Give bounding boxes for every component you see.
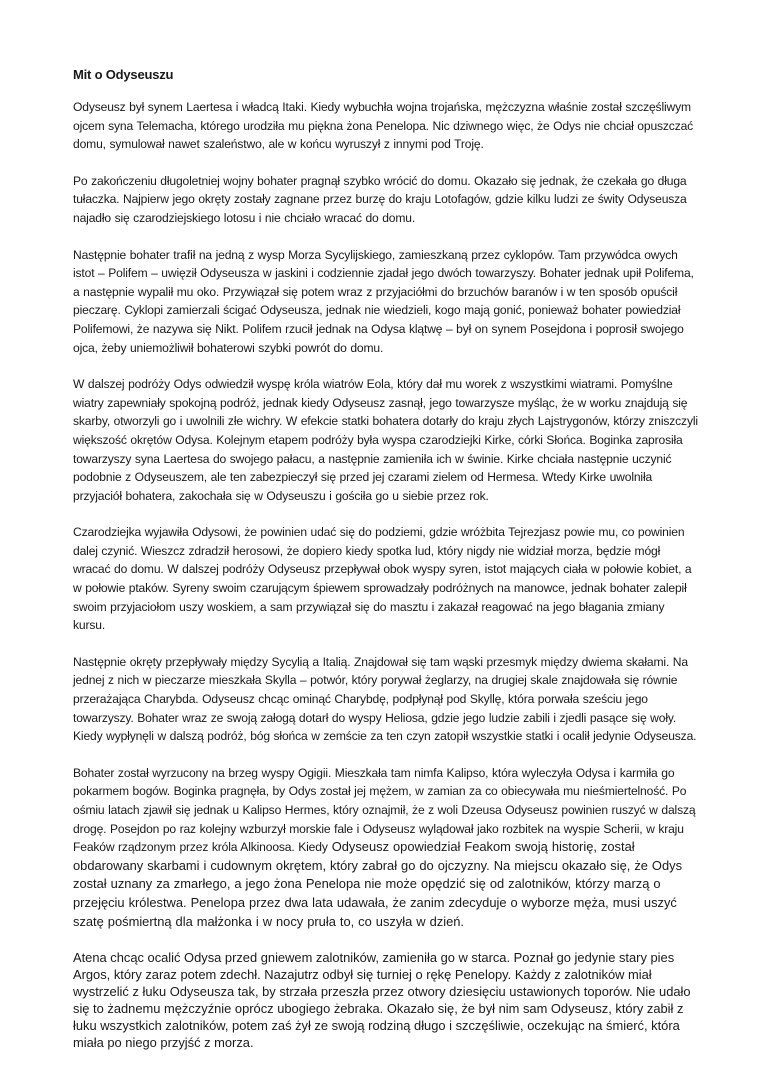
paragraph-4: W dalszej podróży Odys odwiedził wyspę króla wiatrów Eola, który dał mu worek z wszystkimi wiatrami. Pomyślne wiatry zapewniały spokojną podróż, jednak kiedy Odyseusz zasnął, jego towarzysze myśląc, że w worku znajdują się skarby, otworzyli go i uwolnili złe wichry. W efekcie statki bohatera dotarły do kraju złych Lajstrygonów, którzy zniszczyli większość okrętów Odysa. Kolejnym etapem podróży była wyspa czarodziejki Kirke, córki Słońca. Boginka zaprosiła towarzyszy syna Laertesa do swojego pałacu, a następnie zamieniła ich w świnie. Kirke chciała następnie uczynić podobnie z Odyseuszem, ale ten zabezpieczył się przed jej czarami zielem od Hermesa. Wtedy Kirke uwolniła przyjaciół bohatera, zakochała się w Odyseuszu i gościła go u siebie przez rok. xyxy=(73,377,698,503)
paragraph-3: Następnie bohater trafił na jedną z wysp Morza Sycylijskiego, zamieszkaną przez cyklopów. Tam przywódca owych istot – Polifem – uwięził Odyseusza w jaskini i codziennie zjadał jego dwóch towarzyszy. Bohater jednak upił Polifema, a następnie wypalił mu oko. Przywiązał się potem wraz z przyjaciółmi do brzuchów baranów i w ten sposób opuścił pieczarę. Cyklopi zamierzali ścigać Odyseusza, jednak nie wiedzieli, kogo mają gonić, ponieważ bohater powiedział Polifemowi, że nazywa się Nikt. Polifem rzucił jednak na Odysa klątwę – był on synem Posejdona i poprosił swojego ojca, żeby uniemożliwił bohaterowi szybki powrót do domu. xyxy=(73,247,694,355)
document-page xyxy=(73,66,699,1069)
paragraph-1: Odyseusz był synem Laertesa i władcą Itaki. Kiedy wybuchła wojna trojańska, mężczyzna właśnie został szczęśliwym ojcem syna Telemacha, którego urodziła mu piękna żona Penelopa. Nic dziwnego więc, że Odys nie chciał opuszczać domu, symulował nawet szaleństwo, ale w końcu wyruszył z innymi pod Troję. xyxy=(73,100,694,152)
paragraph-7 xyxy=(73,764,699,931)
paragraph-5: Czarodziejka wyjawiła Odysowi, że powinien udać się do podziemi, gdzie wróżbita Tejrezjasz powie mu, co powinien dalej czynić. Wieszcz zdradził herosowi, że dopiero kiedy spotka lud, który nigdy nie widział morza, będzie mógł wracać do domu. W dalszej podróży Odyseusz przepływał obok wyspy syren, istot mających ciała w połowie kobiet, a w połowie ptaków. Syreny swoim czarującym śpiewem sprowadzały podróżnych na manowce, jednak bohater zalepił swoim przyjaciołom uszy woskiem, a sam przywiązał się do masztu i zakazał reagować na jego błagania zmiany kursu. xyxy=(73,525,692,633)
paragraph-8: Atena chcąc ocalić Odysa przed gniewem zalotników, zamieniła go w starca. Poznał go jedynie stary pies Argos, który zaraz potem zdechł. Nazajutrz odbył się turniej o rękę Penelopy. Każdy z zalotników miał wystrzelić z łuku Odyseusza tak, by strzała przeszła przez otwory dziesięciu ustawionych toporów. Nie udało się to żadnemu mężczyźnie oprócz ubogiego żebraka. Okazało się, że był nim sam Odyseusz, który zabił z łuku wszystkich zalotników, potem zaś żył ze swoją rodziną długo i szczęśliwie, oczekując na śmierć, która miała po niego przyjść z morza. xyxy=(73,950,691,1051)
paragraph-6: Następnie okręty przepływały między Sycylią a Italią. Znajdował się tam wąski przesmyk między dwiema skałami. Na jednej z nich w pieczarze mieszkała Skylla – potwór, który porywał żeglarzy, na drugiej skale znajdowała się równie przerażająca Charybda. Odyseusz chcąc ominąć Charybdę, podpłynął pod Skyllę, która porwała sześciu jego towarzyszy. Bohater wraz ze swoją załogą dotarł do wyspy Heliosa, gdzie jego ludzie zabili i zjedli pasące się woły. Kiedy wypłynęli w dalszą podróż, bóg słońca w zemście za ten czyn zatopił wszystkie statki i ocalił jedynie Odyseusza. xyxy=(73,654,697,744)
paragraph-7-part-2: Odyseusz opowiedział Feakom swoją historię, został obdarowany skarbami i cudownym okrętem, który zabrał go do ojczyzny. Na miejscu okazało się, że Odys został uznany za zmarłego, a jego żona Penelopa nie może opędzić się od zalotników, którzy marzą o przejęciu królestwa. Penelopa przez dwa lata udawała, że zanim zdecyduje o wyborze męża, musi uszyć szatę pośmiertną dla małżonka i w nocy pruła to, co uszyła w dzień. xyxy=(73,839,683,929)
paragraph-2: Po zakończeniu długoletniej wojny bohater pragnął szybko wrócić do domu. Okazało się jednak, że czekała go długa tułaczka. Najpierw jego okręty zostały zagnane przez burzę do kraju Lotofagów, gdzie kilku ludzi ze świty Odyseusza najadło się czarodziejskiego lotosu i nie chciało wracać do domu. xyxy=(73,173,687,225)
document-title: Mit o Odyseuszu xyxy=(73,67,174,82)
paragraph-7-part-1: Bohater został wyrzucony na brzeg wyspy Ogigii. Mieszkała tam nimfa Kalipso, która wyleczyła Odysa i karmiła go pokarmem bogów. Boginka pragnęła, by Odys został jej mężem, w zamian za co obiecywała mu nieśmiertelność. Po ośmiu latach zjawił się jednak u Kalipso Hermes, który oznajmił, że z woli Dzeusa Odyseusz powinien ruszyć w dalszą drogę. Posejdon po raz kolejny wzburzył morskie fale i Odyseusz wylądował jako rozbitek na wyspie Scherii, w kraju Feaków rządzonym przez króla Alkinoosa. Kiedy xyxy=(73,765,696,855)
